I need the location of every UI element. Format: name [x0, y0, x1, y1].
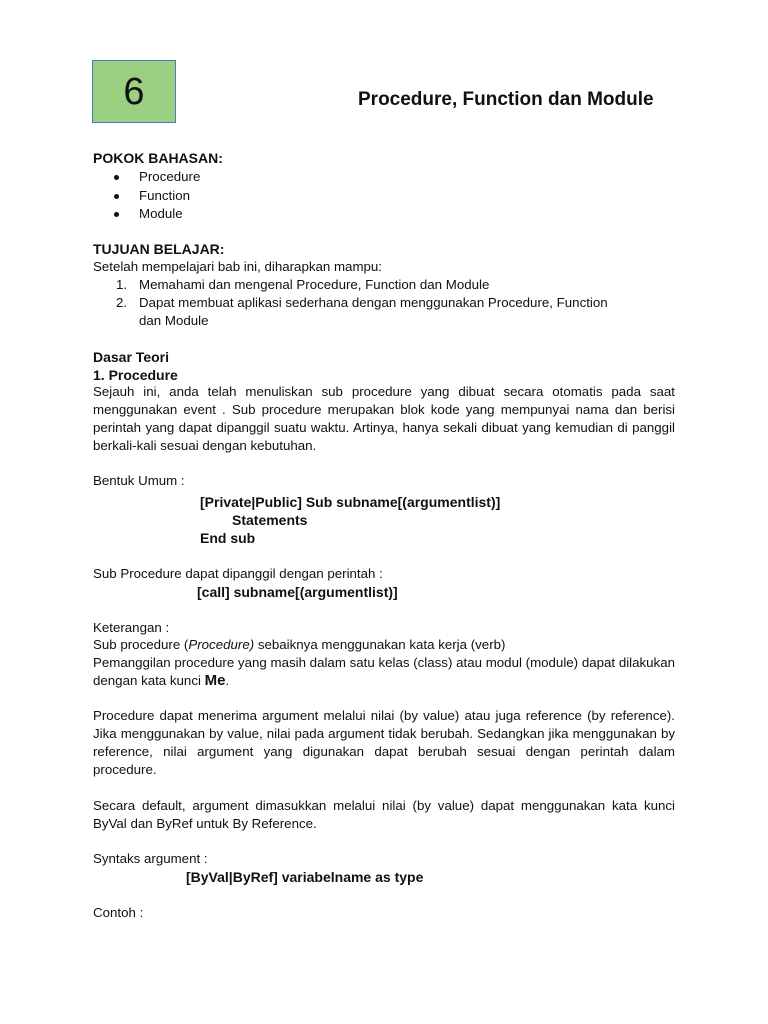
list-item: Function: [139, 187, 200, 206]
code-line: End sub: [200, 530, 256, 546]
list-item: Module: [139, 205, 200, 224]
keterangan-label: Keterangan :: [93, 620, 170, 635]
pokok-heading: POKOK BAHASAN:: [93, 150, 223, 166]
default-paragraph: Secara default, argument dimasukkan melalui nilai (by value) dapat menggunakan kata kunci ByVal dan ByRef untuk By Reference.: [93, 798, 675, 831]
bullet-icon: [114, 212, 119, 217]
procedure-subheading: 1. Procedure: [93, 367, 178, 383]
teori-heading: Dasar Teori: [93, 349, 169, 365]
pokok-list: [139, 168, 200, 224]
panggil-label: Sub Procedure dapat dipanggil dengan perintah :: [93, 566, 383, 581]
tujuan-list: [116, 276, 679, 330]
keterangan-line-2: Pemanggilan procedure yang masih dalam satu kelas (class) atau modul (module) dapat dilakukan dengan kata kunci Me.: [93, 655, 675, 689]
procedure-paragraph: Sejauh ini, anda telah menuliskan sub procedure yang dibuat secara otomatis pada saat menggunakan event . Sub procedure merupakan blok kode yang mempunyai nama dan berisi perintah yang dapat dipanggil suatu waktu. Artinya, hanya sekali dibuat yang kemudian di panggil berkali-kali sesuai dengan kebutuhan.: [93, 384, 675, 453]
list-item: 2. Dapat membuat aplikasi sederhana dengan menggunakan Procedure, Function dan Module: [116, 295, 608, 328]
list-item: 1. Memahami dan mengenal Procedure, Function dan Module: [116, 277, 490, 292]
keterangan-line-1: Sub procedure (Procedure) sebaiknya menggunakan kata kerja (verb): [93, 637, 506, 652]
syntaks-label: Syntaks argument :: [93, 851, 208, 866]
contoh-label: Contoh :: [93, 905, 144, 920]
code-line: Statements: [232, 512, 308, 528]
code-line: [call] subname[(argumentlist)]: [197, 584, 398, 600]
tujuan-heading: TUJUAN BELAJAR:: [93, 241, 225, 257]
code-line: [Private|Public] Sub subname[(argumentlist)]: [200, 494, 501, 510]
list-item: Procedure: [139, 168, 200, 187]
bullet-icon: [114, 194, 119, 199]
tujuan-intro: Setelah mempelajari bab ini, diharapkan mampu:: [93, 259, 382, 274]
byvalue-paragraph: Procedure dapat menerima argument melalui nilai (by value) atau juga reference (by reference). Jika menggunakan by value, nilai pada argument tidak berubah. Sedangkan jika menggunakan by reference, nilai argument yang digunakan dapat berubah sesuai dengan perintah dalam procedure.: [93, 708, 675, 777]
bullet-icon: [114, 175, 119, 180]
chapter-number: 6: [123, 70, 145, 113]
code-line: [ByVal|ByRef] variabelname as type: [186, 869, 424, 885]
page-title: Procedure, Function dan Module: [358, 89, 654, 110]
chapter-number-box: [92, 60, 176, 123]
bentuk-umum-label: Bentuk Umum :: [93, 473, 185, 488]
